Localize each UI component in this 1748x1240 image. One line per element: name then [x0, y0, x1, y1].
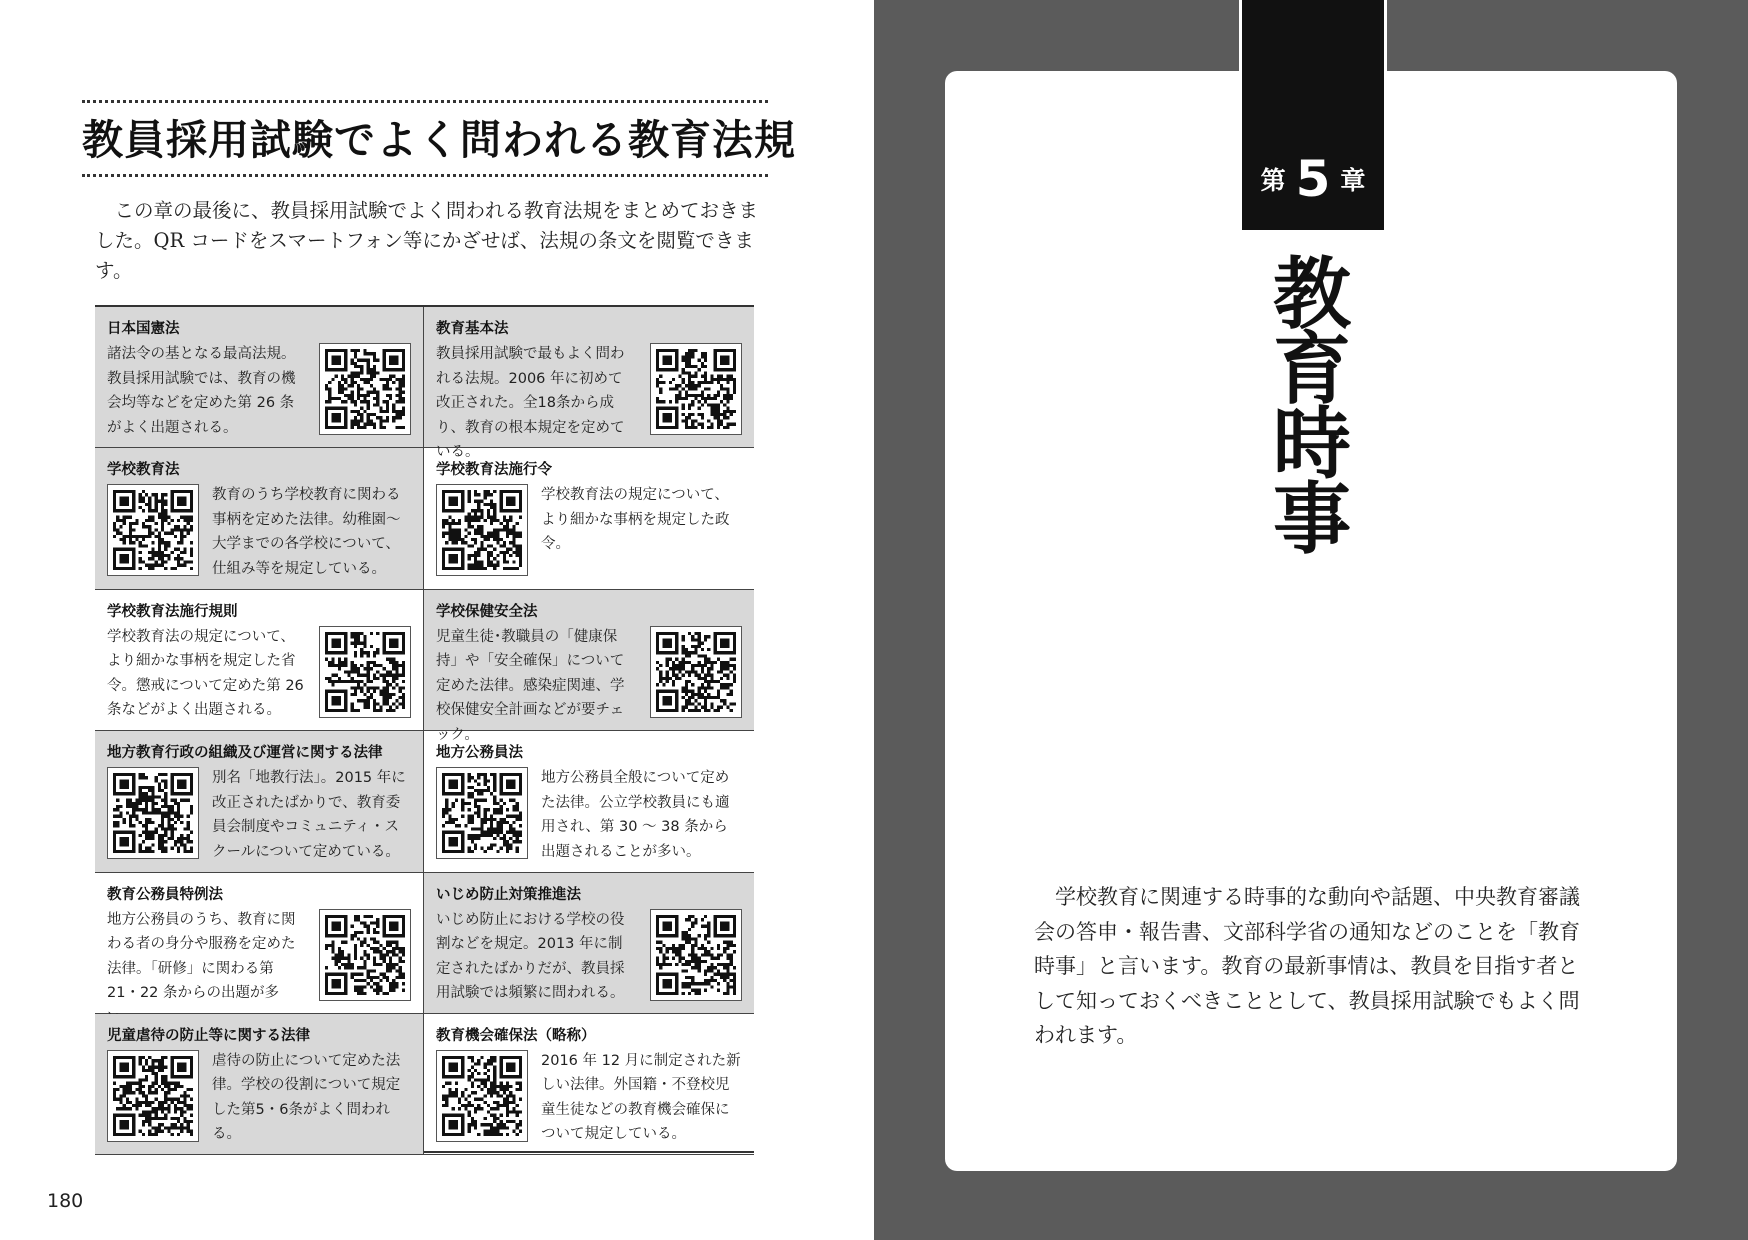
law-title: 学校教育法施行令 — [436, 462, 552, 479]
right-page — [874, 0, 1748, 1240]
law-description: 虐待の防止について定めた法律。学校の役割について規定した第5・6条がよく問われる。 — [212, 1052, 401, 1143]
law-description: 地方公務員全般について定めた法律。公立学校教員にも適用され、第 30 ～ 38 条から出題されることが多い。 — [541, 770, 730, 860]
law-description: 児童生徒･教職員の「健康保持」や「安全確保」について定めた法律。感染症関連、学校保健安全計画などが要チェック。 — [436, 628, 625, 743]
law-description: 別名「地教行法」。2015 年に改正されたばかりで、教育委員会制度やコミュニティ・スクールについて定めている。 — [212, 770, 406, 860]
chapter-intro: 学校教育に関連する時事的な動向や話題、中央教育審議会の答申・報告書、文部科学省の通知などのことを「教育時事」と言います。教育の最新事情は、教員を目指す者として知っておくべきこととして、教員採用試験でもよく問われます。 — [1034, 885, 1580, 1047]
title-rule-bottom — [82, 174, 768, 177]
law-cell — [424, 590, 754, 743]
chapter-number: 5 — [1295, 150, 1331, 208]
law-table — [95, 305, 754, 1153]
law-title: 地方教育行政の組織及び運営に関する法律 — [107, 745, 383, 762]
law-title: 地方公務員法 — [436, 745, 523, 762]
qr-code-icon[interactable] — [650, 343, 742, 435]
law-description: 教育のうち学校教育に関わる事柄を定めた法律。幼稚園～大学までの各学校について、仕組み等を規定している。 — [212, 487, 401, 577]
law-title: 学校教育法施行規則 — [107, 603, 238, 620]
chapter-title: 教育時事 — [1272, 250, 1351, 565]
law-title: 教育機会確保法（略称） — [436, 1027, 596, 1044]
qr-code-icon[interactable] — [107, 767, 199, 859]
law-title: 教育公務員特例法 — [107, 886, 223, 903]
law-title: 学校保健安全法 — [436, 603, 538, 620]
qr-code-icon[interactable] — [436, 767, 528, 859]
law-description: 学校教育法の規定について、より細かな事柄を規定した政令。 — [541, 487, 730, 553]
law-cell — [424, 448, 754, 589]
qr-code-icon[interactable] — [436, 484, 528, 576]
chapter-tab — [1239, 0, 1387, 230]
law-cell — [95, 307, 424, 448]
law-title: いじめ防止対策推進法 — [436, 886, 581, 903]
qr-code-icon[interactable] — [319, 343, 411, 435]
qr-code-icon[interactable] — [107, 1050, 199, 1142]
law-description: 諸法令の基となる最高法規。教員採用試験では、教育の機会均等などを定めた第 26 条がよく出題される。 — [107, 346, 296, 436]
chapter-suffix: 章 — [1340, 166, 1366, 195]
qr-code-icon[interactable] — [650, 909, 742, 1001]
law-description: 2016 年 12 月に制定された新しい法律。外国籍・不登校児童生徒などの教育機会確保について規定している。 — [541, 1052, 741, 1143]
law-cell — [424, 873, 754, 1014]
page-number: 180 — [47, 1190, 84, 1212]
law-cell — [95, 1014, 424, 1155]
qr-code-icon[interactable] — [319, 626, 411, 718]
law-cell — [424, 307, 754, 460]
chapter-prefix: 第 — [1260, 166, 1286, 195]
law-description: いじめ防止における学校の役割などを規定。2013 年に制定されたばかりだが、教員採用試験では頻繁に問われる。 — [436, 911, 625, 1002]
qr-code-icon[interactable] — [436, 1050, 528, 1142]
qr-code-icon[interactable] — [650, 626, 742, 718]
qr-code-icon[interactable] — [319, 909, 411, 1001]
law-cell — [95, 731, 424, 872]
law-cell — [424, 1014, 754, 1155]
law-description: 学校教育法の規定について、より細かな事柄を規定した省令。懲戒について定めた第 26 条などがよく出題される。 — [107, 628, 304, 719]
title-rule-top — [82, 100, 768, 103]
law-title: 学校教育法 — [107, 462, 180, 479]
law-title: 日本国憲法 — [107, 321, 180, 337]
law-cell — [95, 448, 424, 589]
article-intro: この章の最後に、教員採用試験でよく問われる教育法規をまとめておきました。QR コードをスマートフォン等にかざせば、法規の条文を閲覧できます。 — [95, 199, 759, 282]
law-cell — [424, 731, 754, 872]
law-cell — [95, 590, 424, 731]
law-title: 児童虐待の防止等に関する法律 — [107, 1027, 310, 1044]
law-cell — [95, 873, 424, 1014]
chapter-label — [1242, 150, 1384, 208]
article-title: 教員採用試験でよく問われる教育法規 — [82, 116, 796, 164]
law-description: 地方公務員のうち、教育に関わる者の身分や服務を定めた法律。「研修」に関わる第 21・22 条からの出題が多 — [107, 911, 296, 1002]
qr-code-icon[interactable] — [107, 484, 199, 576]
law-title: 教育基本法 — [436, 321, 509, 337]
law-description: 教員採用試験で最もよく問われる法規。2006 年に初めて改正された。全18条から成り、教育の根本規定を定めている。 — [436, 346, 625, 460]
